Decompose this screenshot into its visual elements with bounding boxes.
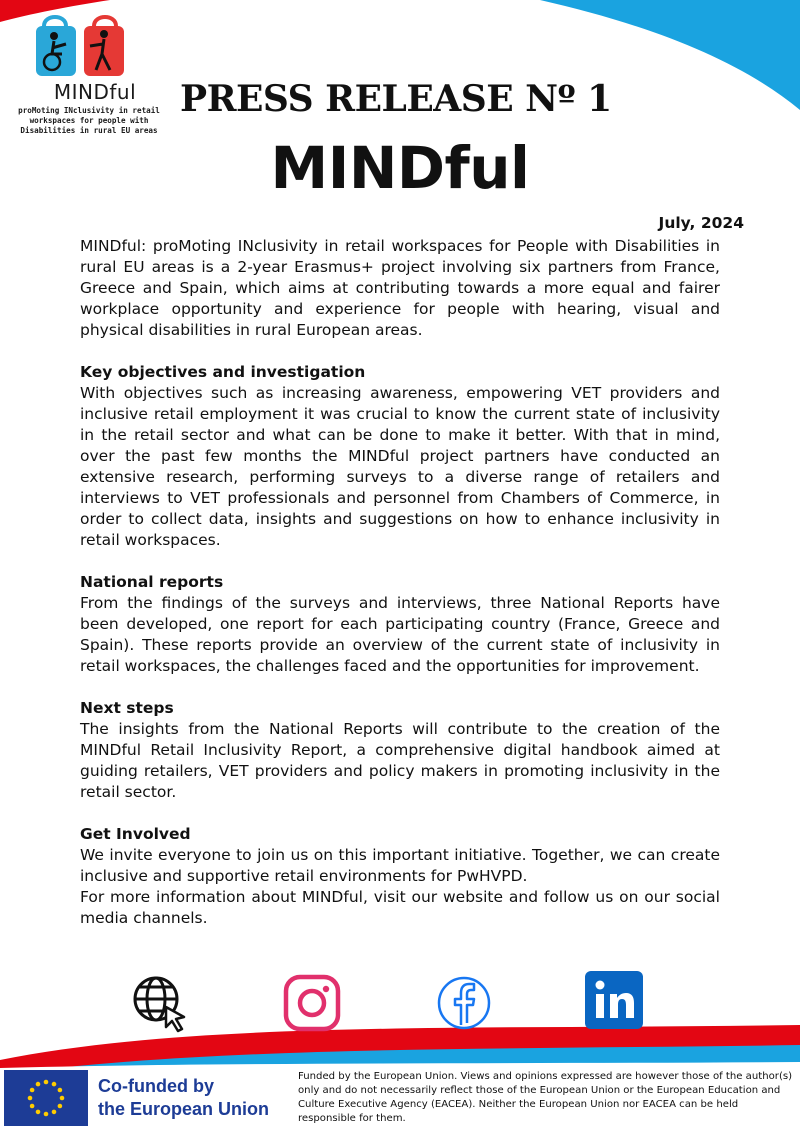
mindful-logo xyxy=(0,6,178,136)
website-globe-icon[interactable] xyxy=(130,973,190,1033)
section-paragraph: We invite everyone to join us on this important initiative. Together, we can create inclusive and supportive retail environments for PwHVPD. xyxy=(80,846,720,885)
instagram-icon[interactable] xyxy=(282,973,342,1033)
release-date: July, 2024 xyxy=(658,214,744,232)
section-heading: Next steps xyxy=(80,699,174,717)
section-heading: Get Involved xyxy=(80,825,191,843)
linkedin-icon[interactable] xyxy=(585,971,643,1029)
facebook-icon[interactable] xyxy=(434,973,494,1033)
logo-tagline: proMoting INclusivity in retail workspaces for people with Disabilities in rural EU areas xyxy=(18,106,160,135)
shopping-bags-icon xyxy=(32,12,128,78)
press-release-body xyxy=(80,236,720,929)
section-heading: National reports xyxy=(80,573,224,591)
intro-paragraph: MINDful: proMoting INclusivity in retail workspaces for People with Disabilities in rural EU areas is a 2-year Erasmus+ project involving six partners from France, Greece and Spain, which aims at contributing towards a more equal and fairer workplace opportunity and experience for people with hearing, visual and physical disabilities in rural European areas. xyxy=(80,237,720,339)
logo-wordmark: MINDful xyxy=(53,80,137,104)
project-title: MINDful xyxy=(270,134,530,202)
eu-disclaimer: Funded by the European Union. Views and opinions expressed are however those of the author(s) only and do not necessarily reflect those of the European Union or the European Education and Culture Executive Agency (EACEA). Neither the European Union nor EACEA can be held responsible for them. xyxy=(298,1071,793,1124)
section-paragraph: From the findings of the surveys and interviews, three National Reports have been developed, one report for each participating country (France, Greece and Spain). These reports provide an overview of the current state of inclusivity in retail workspaces, the challenges faced and the opportunities for improvement. xyxy=(80,594,720,675)
eu-cofunded-label: Co-funded by the European Union xyxy=(98,1076,269,1119)
section-paragraph: For more information about MINDful, visit our website and follow us on our social media channels. xyxy=(80,888,720,927)
press-release-title: PRESS RELEASE Nº 1 xyxy=(180,78,612,120)
section-heading: Key objectives and investigation xyxy=(80,363,366,381)
section-paragraph: The insights from the National Reports will contribute to the creation of the MINDful Retail Inclusivity Report, a comprehensive digital handbook aimed at guiding retailers, VET providers and policy makers in promoting inclusivity in the retail sector. xyxy=(80,720,720,801)
section-paragraph: With objectives such as increasing awareness, empowering VET providers and inclusive retail employment it was crucial to know the current state of inclusivity in the retail sector and what can be done to make it better. With that in mind, over the past few months the MINDful project partners have conducted an extensive research, performing surveys to a diverse range of retailers and interviews to VET professionals and personnel from Chambers of Commerce, in order to collect data, insights and suggestions on how to enhance inclusivity in retail workspaces. xyxy=(80,384,720,549)
eu-stars-icon xyxy=(4,1070,88,1126)
eu-flag-icon xyxy=(4,1070,88,1126)
